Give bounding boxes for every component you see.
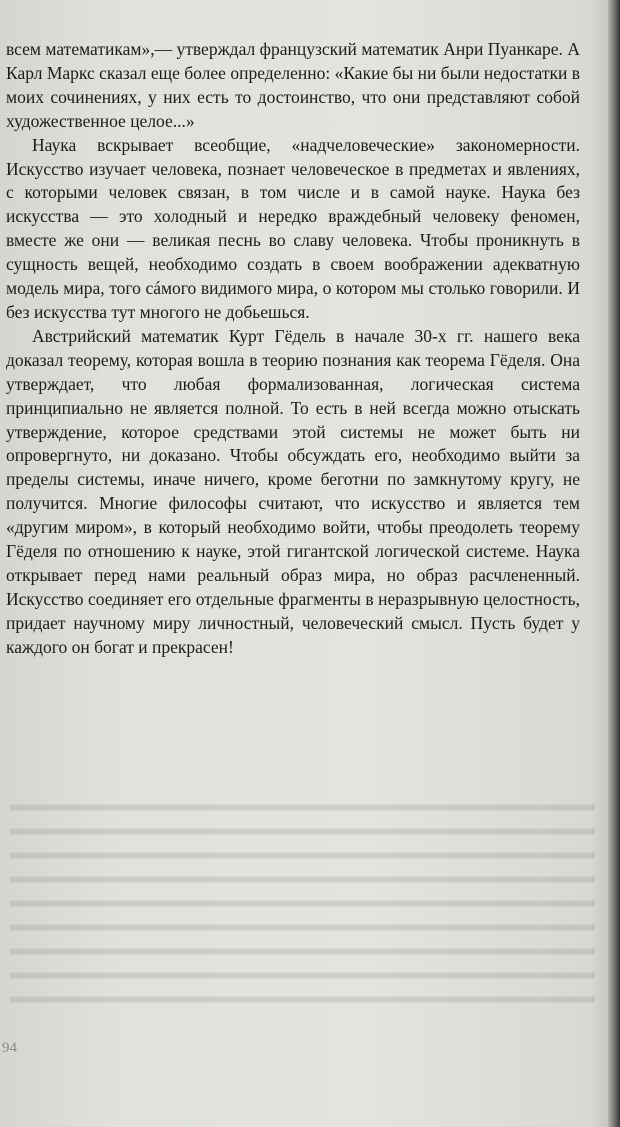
paragraph-1: всем математикам»,— утверждал французский математик Анри Пуанкаре. А Карл Маркс сказал еще более определенно: «Какие бы ни были недостатки в моих сочинениях, у них есть то достоинство, что они представляют собой художественное целое...» [6,39,580,131]
body-text [6,38,580,660]
paragraph-2: Наука вскрывает всеобщие, «надчеловеческие» закономерности. Искусство изучает человека, познает человеческое в предметах и явлениях, с которыми человек связан, в том числе и в самой науке. Наука без искусства — это холодный и нередко враждебный человеку феномен, вместе же они — великая песнь во славу человека. Чтобы проникнуть в сущность вещей, необходимо создать в своем воображении адекватную модель мира, того сáмого видимого мира, о котором мы столько говорили. И без искусства тут многого не добьешься. [6,134,580,322]
book-spine-shadow [608,0,620,1127]
page-number: 94 [2,1040,17,1056]
paragraph-3: Австрийский математик Курт Гёдель в начале 30-х гг. нашего века доказал теорему, которая вошла в теорию познания как теорема Гёделя. Она утверждает, что любая формализованная, логическая система принципиально не является полной. То есть в ней всегда можно отыскать утверждение, которое средствами этой системы не может быть ни опровергнуто, ни доказано. Чтобы обсуждать его, необходимо выйти за пределы системы, иначе ничего, кроме беготни по замкнутому кругу, не получится. Многие философы считают, что искусство и является тем «другим миром», в который необходимо войти, чтобы преодолеть теорему Гёделя по отношению к науке, этой гигантской логической системе. Наука открывает перед нами реальный образ мира, но образ расчлененный. Искусство соединяет его отдельные фрагменты в неразрывную целостность, придает научному миру личностный, человеческий смысл. Пусть будет у каждого он богат и прекрасен! [6,325,580,657]
show-through-text [10,790,595,1020]
